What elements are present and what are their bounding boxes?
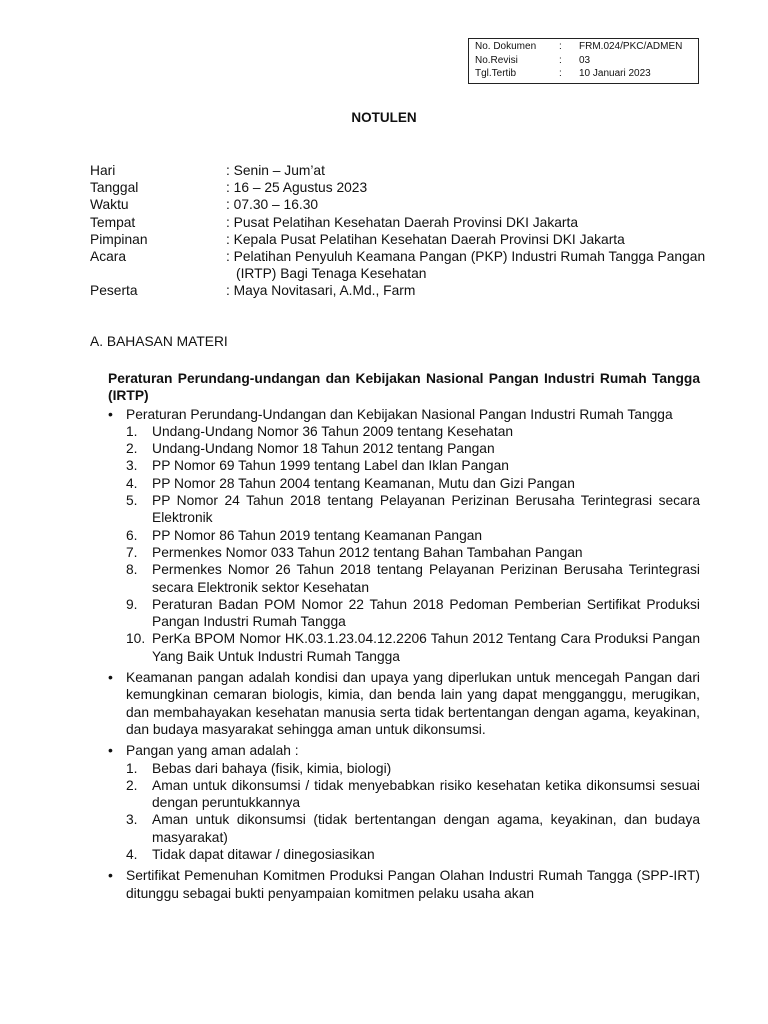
list-text: Permenkes Nomor 033 Tahun 2012 tentang Bahan Tambahan Pangan — [152, 544, 583, 560]
bullet-icon: • — [108, 669, 113, 686]
info-key: Waktu — [90, 197, 129, 213]
list-number: 4. — [126, 475, 138, 491]
list-number: 1. — [126, 423, 138, 439]
list-text: Undang-Undang Nomor 36 Tahun 2009 tentang Kesehatan — [152, 423, 514, 439]
list-text: Peraturan Badan POM Nomor 22 Tahun 2018 Pedoman Pemberian Sertifikat Produksi Pangan Industri Rumah Tangga — [152, 596, 700, 630]
list-text: Tidak dapat ditawar / dinegosiasikan — [152, 847, 375, 863]
list-item — [126, 440, 700, 457]
document-title: NOTULEN — [351, 110, 417, 125]
doc-control-value: 03 — [579, 54, 591, 66]
list-text: Permenkes Nomor 26 Tahun 2018 tentang Pelayanan Perizinan Berusaha Terintegrasi secara Elektronik sektor Kesehatan — [152, 562, 700, 595]
info-key: Tanggal — [90, 180, 139, 196]
list-item — [126, 475, 700, 492]
list-item — [126, 457, 700, 474]
info-key: Peserta — [90, 283, 138, 299]
doc-control-row — [469, 67, 698, 81]
list-text: PP Nomor 28 Tahun 2004 tentang Keamanan, Mutu dan Gizi Pangan — [152, 475, 575, 491]
list-number: 4. — [126, 847, 138, 863]
list-item — [126, 846, 700, 863]
info-key: Pimpinan — [90, 231, 148, 247]
bullet-item — [108, 742, 700, 863]
list-item — [126, 630, 700, 665]
info-value: : 07.30 – 16.30 — [226, 197, 319, 213]
list-text: PP Nomor 69 Tahun 1999 tentang Label dan Iklan Pangan — [152, 458, 509, 474]
list-item — [126, 492, 700, 527]
list-number: 6. — [126, 527, 138, 543]
info-value: : Pelatihan Penyuluh Keamana Pangan (PKP) Industri Rumah Tangga Pangan (IRTP) Bagi Tenaga Kesehatan — [226, 249, 706, 282]
info-key: Hari — [90, 163, 116, 178]
doc-control-separator: : — [559, 54, 562, 66]
list-number: 3. — [126, 812, 138, 828]
list-text: PP Nomor 24 Tahun 2018 tentang Pelayanan Perizinan Berusaha Terintegrasi secara Elektronik — [152, 493, 700, 526]
doc-control-label: Tgl.Tertib — [475, 68, 517, 79]
list-text: Aman untuk dikonsumsi / tidak menyebabkan risiko kesehatan ketika dikonsumsi sesuai dengan peruntukkannya — [152, 777, 700, 811]
list-number: 1. — [126, 760, 138, 776]
info-value: : Senin – Jum’at — [226, 163, 325, 178]
list-item — [126, 596, 700, 631]
list-text: Bebas dari bahaya (fisik, kimia, biologi) — [152, 760, 392, 776]
info-row — [90, 214, 710, 231]
list-number: 7. — [126, 544, 138, 560]
doc-control-separator: : — [559, 41, 562, 52]
info-row — [90, 179, 710, 196]
list-number: 10. — [126, 631, 146, 647]
section-content — [108, 370, 700, 902]
bullet-text: Keamanan pangan adalah kondisi dan upaya yang diperlukan untuk mencegah Pangan dari kemungkinan cemaran biologis, kimia, dan benda lain yang dapat mengganggu, merugikan, dan membahayakan kesehatan manusia serta tidak bertentangan dengan agama, keyakinan, dan budaya masyarakat sehingga aman untuk dikonsumsi. — [126, 670, 700, 737]
list-item — [126, 760, 700, 777]
info-value: : Kepala Pusat Pelatihan Kesehatan Daerah Provinsi DKI Jakarta — [226, 231, 625, 247]
document-control-box — [468, 38, 699, 84]
list-item — [126, 811, 700, 846]
bullet-body — [126, 742, 700, 863]
list-number: 5. — [126, 493, 138, 509]
list-text: Aman untuk dikonsumsi (tidak bertentangan dengan agama, keyakinan, dan budaya masyarakat) — [152, 812, 700, 845]
list-item — [126, 527, 700, 544]
list-item — [126, 777, 700, 812]
sub-title: Peraturan Perundang-undangan dan Kebijakan Nasional Pangan Industri Rumah Tangga (IRTP) — [108, 371, 700, 404]
info-row — [90, 162, 710, 179]
doc-control-value: FRM.024/PKC/ADMEN — [579, 41, 683, 52]
list-text: Undang-Undang Nomor 18 Tahun 2012 tentang Pangan — [152, 441, 495, 457]
info-value: : 16 – 25 Agustus 2023 — [226, 180, 368, 196]
bullet-text: Pangan yang aman adalah : — [126, 743, 299, 759]
bullet-body — [126, 406, 700, 665]
list-item — [126, 561, 700, 596]
info-value: : Maya Novitasari, A.Md., Farm — [226, 283, 416, 299]
list-text: PP Nomor 86 Tahun 2019 tentang Keamanan Pangan — [152, 527, 483, 543]
doc-control-row — [469, 54, 698, 68]
doc-control-separator: : — [559, 68, 562, 79]
bullet-item — [108, 406, 700, 665]
list-item — [126, 544, 700, 561]
info-row — [90, 282, 710, 299]
info-key: Tempat — [90, 214, 136, 230]
doc-control-value: 10 Januari 2023 — [579, 68, 651, 79]
bullet-body — [126, 669, 700, 738]
bullet-text: Sertifikat Pemenuhan Komitmen Produksi Pangan Olahan Industri Rumah Tangga (SPP-IRT) ditunggu sebagai bukti penyampaian komitmen pelaku usaha akan — [126, 868, 700, 901]
info-row — [90, 231, 710, 248]
doc-control-label: No. Dokumen — [475, 41, 537, 52]
list-number: 9. — [126, 596, 138, 612]
info-row — [90, 248, 710, 282]
list-number: 3. — [126, 458, 138, 474]
list-text: PerKa BPOM Nomor HK.03.1.23.04.12.2206 Tahun 2012 Tentang Cara Produksi Pangan Yang Baik Untuk Industri Rumah Tangga — [152, 631, 700, 664]
info-key: Acara — [90, 249, 127, 265]
list-item — [126, 423, 700, 440]
meeting-info — [90, 162, 710, 300]
info-row — [90, 196, 710, 213]
doc-control-label: No.Revisi — [475, 54, 518, 66]
bullet-text: Peraturan Perundang-Undangan dan Kebijakan Nasional Pangan Industri Rumah Tangga — [126, 406, 673, 422]
bullet-body — [126, 867, 700, 902]
bullet-icon: • — [108, 405, 113, 422]
doc-control-row — [469, 40, 698, 54]
list-number: 2. — [126, 777, 138, 793]
bullet-icon: • — [108, 867, 113, 884]
list-number: 8. — [126, 562, 138, 578]
bullet-item — [108, 669, 700, 738]
list-number: 2. — [126, 441, 138, 457]
bullet-icon: • — [108, 742, 113, 759]
info-value: : Pusat Pelatihan Kesehatan Daerah Provinsi DKI Jakarta — [226, 214, 579, 230]
bullet-item — [108, 867, 700, 902]
section-heading: A. BAHASAN MATERI — [90, 334, 228, 349]
